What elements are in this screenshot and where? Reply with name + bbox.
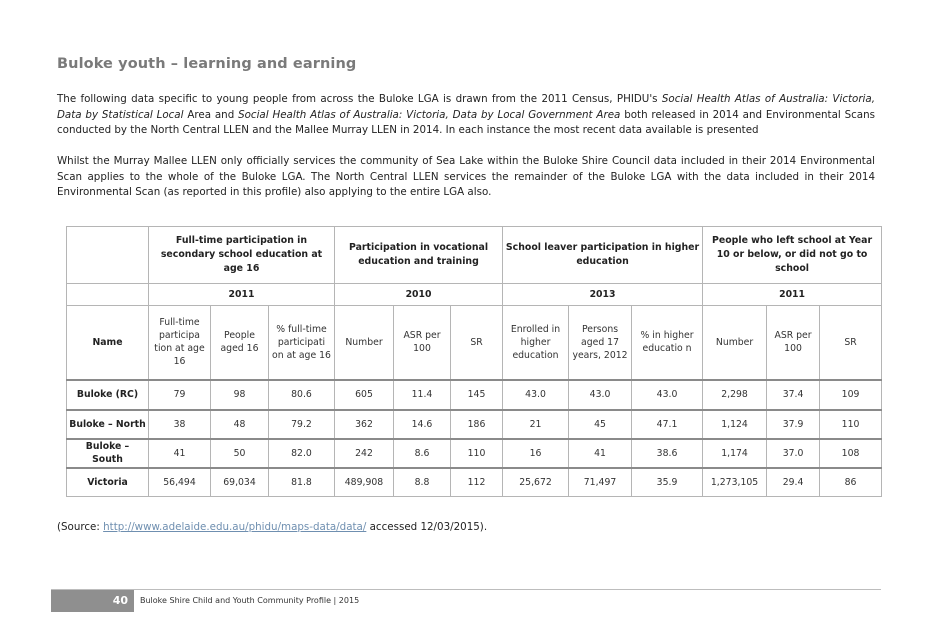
- llen-paragraph: Whilst the Murray Mallee LLEN only officially services the community of Sea Lake within the Buloke Shire Council data included in their 2014 Environmental Scan applies to the whole of the Buloke LGA. The North Central LLEN services the remainder of the Buloke LGA with the data included in their 2014 Environmental Scan (as reported in this profile) also applying to the entire LGA also.: [57, 155, 875, 199]
- group-header: Full-time participation in secondary school education at age 16: [149, 227, 335, 284]
- table-cell: 37.0: [767, 439, 820, 468]
- table-cell: 8.6: [394, 439, 451, 468]
- table-cell: 38: [149, 410, 211, 439]
- table-cell: 2,298: [703, 380, 767, 410]
- table-cell: 145: [451, 380, 503, 410]
- table-row: [67, 468, 882, 497]
- table-cell: 489,908: [335, 468, 394, 497]
- name-column-header: Name: [67, 306, 149, 380]
- intro-text-3: both released in 2014 and Environmental Scans conducted by the North Central LLEN and the Mallee Murray LLEN in 2014. In each instance the most recent data available is presented: [57, 108, 875, 137]
- source-note: [57, 521, 487, 533]
- table-cell: 112: [451, 468, 503, 497]
- row-name: Buloke – North: [67, 410, 149, 439]
- column-header-row: [67, 306, 882, 380]
- table-cell: 81.8: [269, 468, 335, 497]
- table-cell: 79: [149, 380, 211, 410]
- table-cell: 186: [451, 410, 503, 439]
- page-number: 40: [51, 590, 134, 612]
- table-cell: 8.8: [394, 468, 451, 497]
- source-suffix: accessed 12/03/2015).: [366, 521, 488, 533]
- year-header: 2011: [149, 284, 335, 306]
- table-cell: 29.4: [767, 468, 820, 497]
- table-cell: 14.6: [394, 410, 451, 439]
- group-header: Participation in vocational education and training: [335, 227, 503, 284]
- intro-italic-1: Social Health Atlas of Australia: Victoria, Data by Statistical Local: [57, 93, 875, 121]
- table-cell: 1,273,105: [703, 468, 767, 497]
- table-cell: 109: [820, 380, 882, 410]
- row-name: Buloke – South: [67, 439, 149, 468]
- youth-data-table: [66, 226, 882, 497]
- group-header: School leaver participation in higher education: [503, 227, 703, 284]
- source-link[interactable]: http://www.adelaide.edu.au/phidu/maps-data/data/: [103, 521, 367, 533]
- table-cell: 110: [820, 410, 882, 439]
- corner-cell: [67, 284, 149, 306]
- table-cell: 48: [211, 410, 269, 439]
- table-cell: 1,124: [703, 410, 767, 439]
- row-name: Buloke (RC): [67, 380, 149, 410]
- year-row: [67, 284, 882, 306]
- table-cell: 16: [503, 439, 569, 468]
- table-row: [67, 410, 882, 439]
- column-header: SR: [451, 306, 503, 380]
- table-cell: 37.9: [767, 410, 820, 439]
- column-header: Enrolled in higher education: [503, 306, 569, 380]
- table-cell: 41: [569, 439, 632, 468]
- intro-text-1: The following data specific to young people from across the Buloke LGA is drawn from the 2011 Census, PHIDU's: [57, 93, 662, 105]
- column-header: People aged 16: [211, 306, 269, 380]
- year-header: 2013: [503, 284, 703, 306]
- table-cell: 79.2: [269, 410, 335, 439]
- footer-divider: [51, 589, 881, 590]
- table-cell: 80.6: [269, 380, 335, 410]
- table-cell: 69,034: [211, 468, 269, 497]
- source-prefix: (Source:: [57, 521, 104, 533]
- table-cell: 71,497: [569, 468, 632, 497]
- footer-title: Buloke Shire Child and Youth Community Profile | 2015: [140, 596, 360, 605]
- column-header: ASR per 100: [767, 306, 820, 380]
- column-header: Full-time participa tion at age 16: [149, 306, 211, 380]
- column-header: ASR per 100: [394, 306, 451, 380]
- column-header: % in higher educatio n: [632, 306, 703, 380]
- table-cell: 242: [335, 439, 394, 468]
- column-header: Persons aged 17 years, 2012: [569, 306, 632, 380]
- group-header-row: [67, 227, 882, 284]
- table-cell: 25,672: [503, 468, 569, 497]
- table-cell: 37.4: [767, 380, 820, 410]
- table-cell: 50: [211, 439, 269, 468]
- row-name: Victoria: [67, 468, 149, 497]
- intro-text-2: Area and: [183, 108, 239, 121]
- table-cell: 38.6: [632, 439, 703, 468]
- table-row: [67, 380, 882, 410]
- table-cell: 362: [335, 410, 394, 439]
- year-header: 2011: [703, 284, 882, 306]
- table-cell: 43.0: [503, 380, 569, 410]
- column-header: % full-time participati on at age 16: [269, 306, 335, 380]
- intro-paragraph: [57, 92, 875, 139]
- column-header: Number: [335, 306, 394, 380]
- group-header: People who left school at Year 10 or below, or did not go to school: [703, 227, 882, 284]
- column-header: Number: [703, 306, 767, 380]
- table-cell: 43.0: [569, 380, 632, 410]
- table-cell: 43.0: [632, 380, 703, 410]
- year-header: 2010: [335, 284, 503, 306]
- table-cell: 11.4: [394, 380, 451, 410]
- table-cell: 45: [569, 410, 632, 439]
- table-cell: 21: [503, 410, 569, 439]
- table-cell: 110: [451, 439, 503, 468]
- section-heading: Buloke youth – learning and earning: [57, 56, 357, 72]
- table-cell: 86: [820, 468, 882, 497]
- table-cell: 108: [820, 439, 882, 468]
- table-cell: 47.1: [632, 410, 703, 439]
- table-cell: 56,494: [149, 468, 211, 497]
- corner-cell: [67, 227, 149, 284]
- intro-italic-2: Social Health Atlas of Australia: Victoria, Data by Local Government Area: [238, 108, 621, 121]
- table-cell: 98: [211, 380, 269, 410]
- table-cell: 605: [335, 380, 394, 410]
- column-header: SR: [820, 306, 882, 380]
- table-cell: 1,174: [703, 439, 767, 468]
- table-cell: 82.0: [269, 439, 335, 468]
- table-row: [67, 439, 882, 468]
- table-cell: 41: [149, 439, 211, 468]
- table-cell: 35.9: [632, 468, 703, 497]
